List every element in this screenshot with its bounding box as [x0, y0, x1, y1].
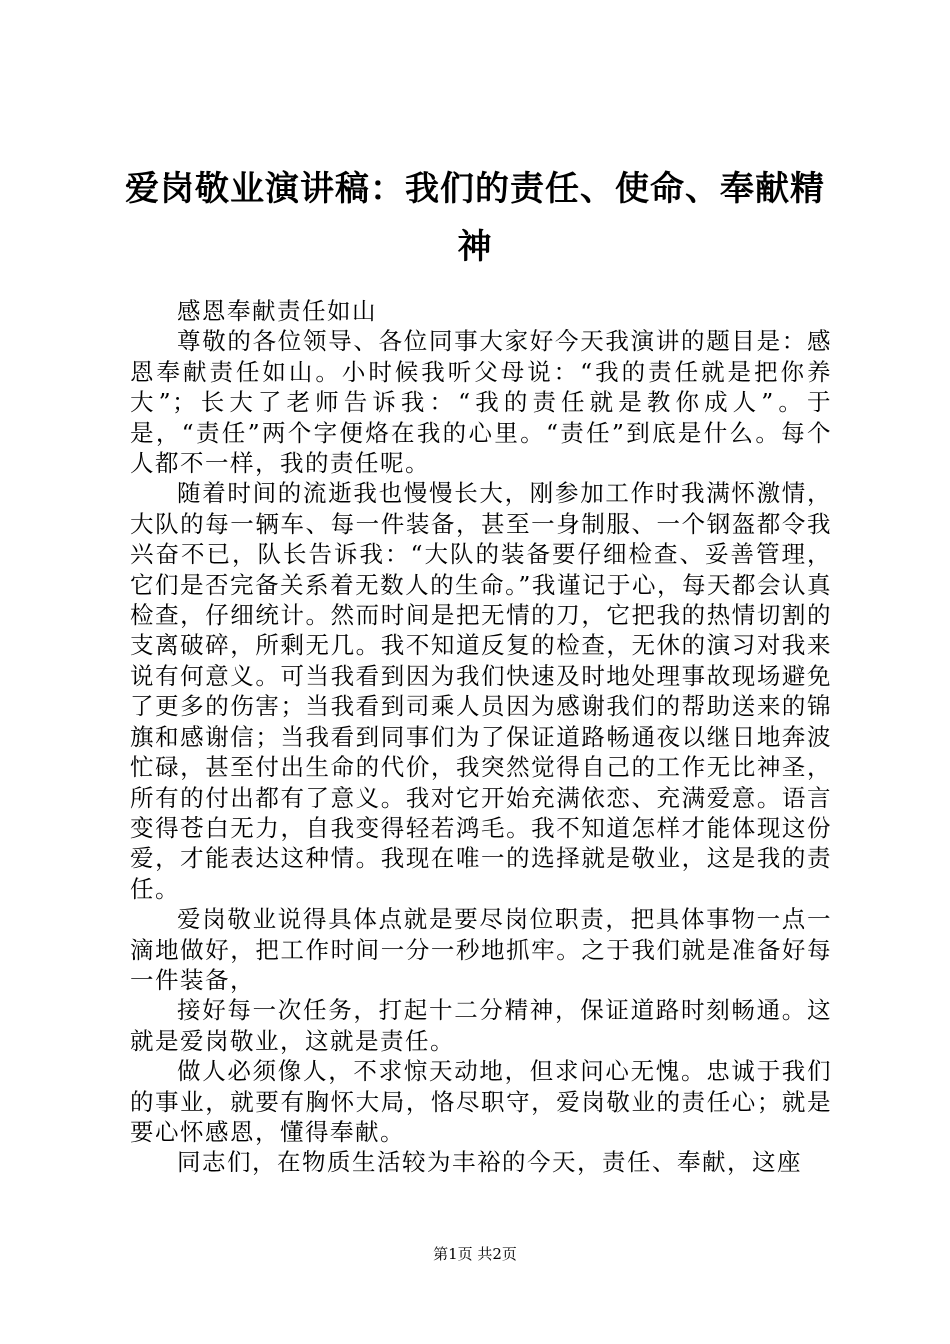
document-title: 爱岗敬业演讲稿：我们的责任、使命、奉献精神: [125, 169, 825, 267]
paragraph: 同志们，在物质生活较为丰裕的今天，责任、奉献，这座: [177, 1148, 802, 1177]
paragraph: 随着时间的流逝我也慢慢长大，刚参加工作时我满怀激情，大队的每一辆车、每一件装备，甚至一身制服、一个钢盔都令我兴奋不已，队长告诉我：“大队的装备要仔细检查、妥善管理，它们是否完备关系着无数人的生命。”我谨记于心，每天都会认真检查，仔细统计。然而时间是把无情的刀，它把我的热情切割的支离破碎，所剩无几。我不知道反复的检查，无休的演习对我来说有何意义。可当我看到因为我们快速及时地处理事故现场避免了更多的伤害；当我看到司乘人员因为感谢我们的帮助送来的锦旗和感谢信；当我看到同事们为了保证道路畅通夜以继日地奔波忙碌，甚至付出生命的代价，我突然觉得自己的工作无比神圣，所有的付出都有了意义。我对它开始充满依恋、充满爱意。语言变得苍白无力，自我变得轻若鸿毛。我不知道怎样才能体现这份爱，才能表达这种情。我现在唯一的选择就是敬业，这是我的责任。: [130, 479, 832, 903]
page-footer: 第1页 共2页: [433, 1245, 517, 1263]
paragraph: 尊敬的各位领导、各位同事大家好今天我演讲的题目是：感恩奉献责任如山。小时候我听父母说：“我的责任就是把你养大”；长大了老师告诉我：“我的责任就是教你成人”。于是，“责任”两个字便烙在我的心里。“责任”到底是什么。每个人都不一样，我的责任呢。: [130, 327, 832, 478]
paragraph: 感恩奉献责任如山: [177, 297, 377, 325]
paragraph: 接好每一次任务，打起十二分精神，保证道路时刻畅通。这就是爱岗敬业，这就是责任。: [130, 996, 832, 1055]
paragraph: 做人必须像人，不求惊天动地，但求问心无愧。忠诚于我们的事业，就要有胸怀大局，恪尽职守，爱岗敬业的责任心；就是要心怀感恩，懂得奉献。: [130, 1057, 832, 1146]
document-body: [130, 296, 832, 1178]
paragraph: 爱岗敬业说得具体点就是要尽岗位职责，把具体事物一点一滴地做好，把工作时间一分一秒地抓牢。之于我们就是准备好每一件装备，: [130, 905, 832, 994]
